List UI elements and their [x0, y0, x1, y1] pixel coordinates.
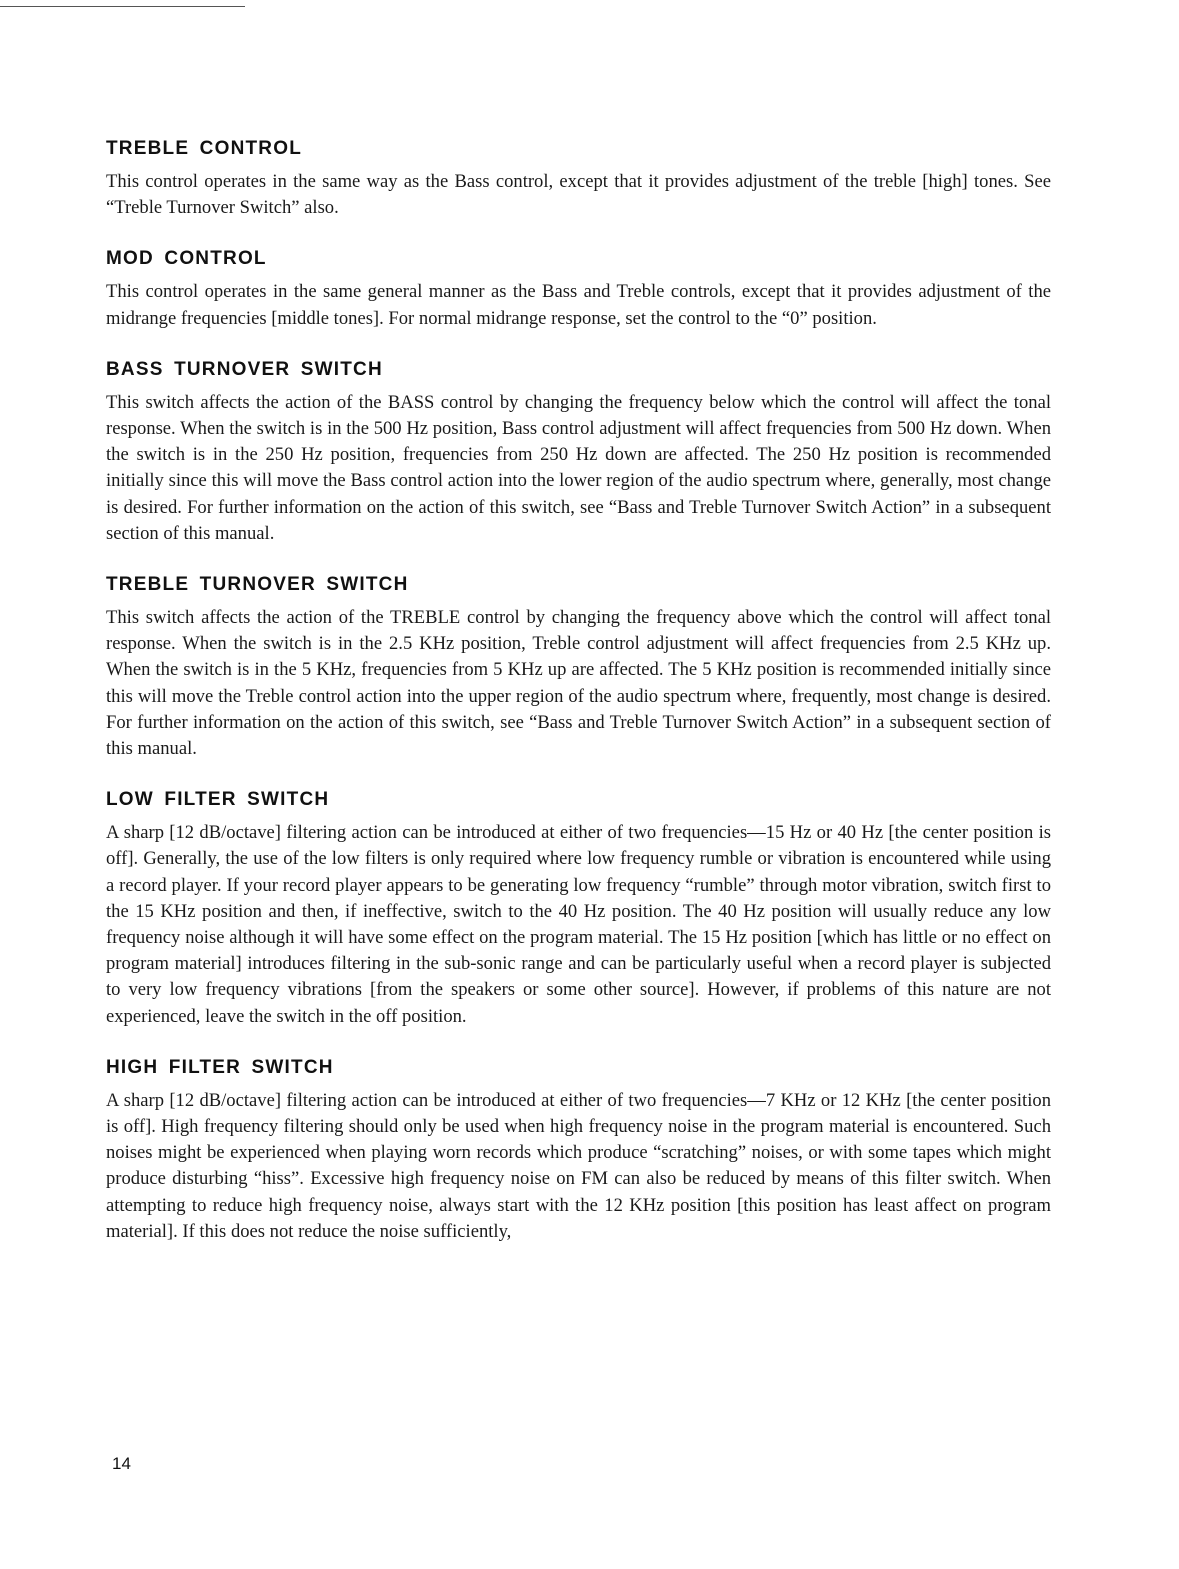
section-paragraph: A sharp [12 dB/octave] filtering action can be introduced at either of two frequencies—7 KHz or 12 KHz [the center position is off]. High frequency filtering should only be used when high frequency noise in the program material is encountered. Such noises might be experienced when playing worn records which produce “scratching” noises, or with some tapes which might produce disturbing “hiss”. Excessive high frequency noise on FM can also be reduced by means of this filter switch. When attempting to reduce high frequency noise, always start with the 12 KHz position [this position has least affect on program material]. If this does not reduce the noise sufficiently,: [106, 1089, 1051, 1242]
section-heading: TREBLE CONTROL: [106, 138, 303, 159]
section-heading: BASS TURNOVER SWITCH: [106, 358, 383, 380]
section-treble-control: [106, 134, 1051, 221]
section-bass-turnover-switch: [106, 355, 1051, 547]
section-paragraph: A sharp [12 dB/octave] filtering action can be introduced at either of two frequencies—15 Hz or 40 Hz [the center position is off]. Generally, the use of the low filters is only required where low frequency rumble or vibration is encountered while using a record player. If your record player appears to be generating low frequency “rumble” through motor vibration, switch first to the 15 KHz position and then, if ineffective, switch to the 40 Hz position. The 40 Hz position will usually reduce any low frequency noise although it will have some effect on the program material. The 15 Hz position [which has little or no effect on program material] introduces filtering in the sub-sonic range and can be particularly useful when a record player is subjected to very low frequency vibrations [from the speakers or some other source]. However, if problems of this nature are not experienced, leave the switch in the off position.: [106, 822, 1051, 1027]
section-paragraph: This control operates in the same way as the Bass control, except that it provides adjustment of the treble [high] tones. See “Treble Turnover Switch” also.: [106, 171, 1051, 219]
section-low-filter-switch: [106, 785, 1051, 1030]
manual-page-body: [106, 134, 1051, 1245]
section-heading: TREBLE TURNOVER SWITCH: [106, 574, 409, 596]
page-number: 14: [112, 1454, 131, 1473]
top-edge-rule: [0, 6, 245, 7]
section-paragraph: This switch affects the action of the BASS control by changing the frequency below which the control will affect the tonal response. When the switch is in the 500 Hz position, Bass control adjustment will affect frequencies from 500 Hz down. When the switch is in the 250 Hz position, frequencies from 250 Hz down are affected. The 250 Hz position is recommended initially since this will move the Bass control action into the lower region of the audio spectrum where, generally, most change is desired. For further information on the action of this switch, see “Bass and Treble Turnover Switch Action” in a subsequent section of this manual.: [106, 391, 1051, 544]
section-heading: MOD CONTROL: [106, 248, 267, 270]
section-mod-control: [106, 244, 1051, 331]
section-heading: LOW FILTER SWITCH: [106, 789, 330, 811]
section-treble-turnover-switch: [106, 570, 1051, 762]
section-paragraph: This switch affects the action of the TREBLE control by changing the frequency above which the control will affect tonal response. When the switch is in the 2.5 KHz position, Treble control adjustment will affect frequencies from 2.5 KHz up. When the switch is in the 5 KHz, frequencies from 5 KHz up are affected. The 5 KHz position is recommended initially since this will move the Treble control action into the upper region of the audio spectrum where, frequently, most change is desired. For further information on the action of this switch, see “Bass and Treble Turnover Switch Action” in a subsequent section of this manual.: [106, 607, 1051, 760]
section-heading: HIGH FILTER SWITCH: [106, 1056, 334, 1078]
section-high-filter-switch: [106, 1053, 1051, 1245]
section-paragraph: This control operates in the same general manner as the Bass and Treble controls, except that it provides adjustment of the midrange frequencies [middle tones]. For normal midrange response, set the control to the “0” position.: [106, 281, 1051, 329]
